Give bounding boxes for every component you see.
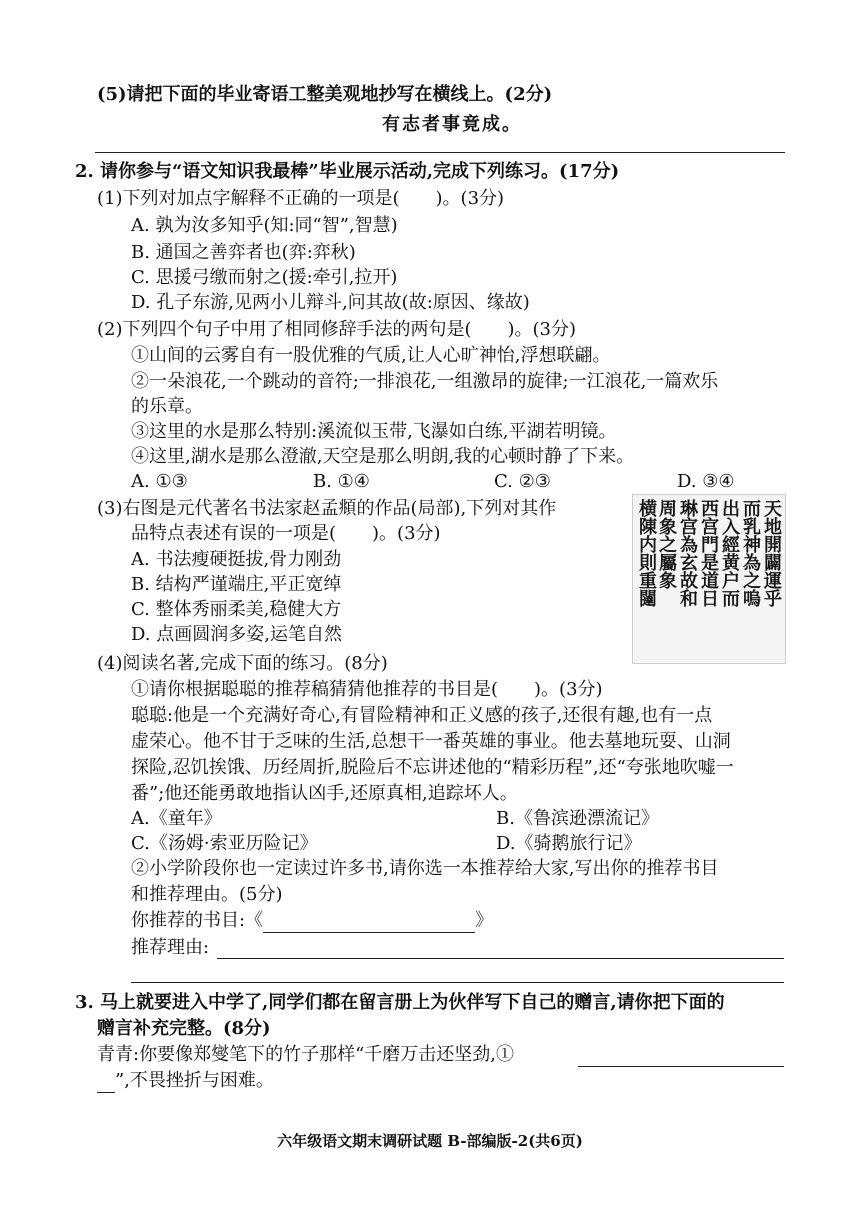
calligraphy-column: 西宫門是道日	[698, 499, 719, 607]
calligraphy-column: 横陳内則重闥	[636, 499, 657, 607]
calligraphy-image	[632, 494, 786, 664]
reason-label: 推荐理由:	[131, 937, 210, 958]
q2-2-sentence-1: ①山间的云雾自有一股优雅的气质,让人心旷神怡,浮想联翩。	[131, 345, 611, 366]
q2-2-choice-b: B. ①④	[313, 471, 370, 492]
q2-2-sentence-2a: ②一朵浪花,一个跳动的音符;一排浪花,一组激昂的旋律;一江浪花,一篇欢乐	[131, 371, 719, 392]
recommend-paragraph-line: 虚荣心。他不甘于乏味的生活,总想干一番英雄的事业。他去墓地玩耍、山洞	[131, 731, 731, 752]
q2-4-question-2a: ②小学阶段你也一定读过许多书,请你选一本推荐给大家,写出你的推荐书目	[131, 858, 719, 879]
q3-answer-blank[interactable]	[578, 1066, 784, 1067]
q2-3-stem-1: (3)右图是元代著名书法家赵孟頫的作品(局部),下列对其作	[97, 498, 557, 519]
q2-1-option-a: A. 孰为汝多知乎(知:同“智”,智慧)	[131, 215, 398, 236]
q2-4-question-1: ①请你根据聪聪的推荐稿猜猜他推荐的书目是( )。(3分)	[131, 679, 603, 700]
q2-3-option-a: A. 书法瘦硬挺拔,骨力刚劲	[131, 549, 342, 570]
book-option-c: C.《汤姆·索亚历险记》	[131, 833, 318, 854]
q2-2-choice-c: C. ②③	[494, 471, 551, 492]
recommend-paragraph-line: 探险,忍饥挨饿、历经周折,脱险后不忘讲述他的“精彩历程”,还“夸张地吹嘘一	[131, 757, 734, 778]
copy-answer-line[interactable]	[95, 152, 785, 153]
book-title-close: 》	[475, 910, 494, 931]
q2-title: 2. 请你参与“语文知识我最棒”毕业展示活动,完成下列练习。(17分)	[75, 161, 620, 182]
calligraphy-column: 琳宫為玄故和	[677, 499, 698, 607]
q2-1-option-d: D. 孔子东游,见两小儿辩斗,问其故(故:原因、缘故)	[131, 292, 530, 313]
q3-title-1: 3. 马上就要进入中学了,同学们都在留言册上为伙伴写下自己的赠言,请你把下面的	[75, 992, 725, 1013]
page-footer: 六年级语文期末调研试题 B-部编版-2(共6页)	[277, 1132, 583, 1150]
book-title-label: 你推荐的书目:《	[131, 910, 264, 931]
calligraphy-column: 而乳神為之嗚	[740, 499, 761, 607]
book-option-a: A.《童年》	[131, 808, 222, 829]
reason-blank-line[interactable]	[217, 958, 784, 959]
motto-text: 有志者事竟成。	[382, 114, 522, 135]
q2-2-stem: (2)下列四个句子中用了相同修辞手法的两句是( )。(3分)	[97, 319, 577, 340]
q2-1-stem: (1)下列对加点字解释不正确的一项是( )。(3分)	[97, 188, 505, 209]
book-option-d: D.《骑鹅旅行记》	[496, 833, 642, 854]
calligraphy-column: 周象之屬象	[656, 499, 677, 589]
q3-line-1: 青青:你要像郑燮笔下的竹子那样“千磨万击还坚劲,①	[97, 1044, 514, 1065]
recommend-paragraph-line: 番”;他还能勇敢地指认凶手,还原真相,追踪坏人。	[131, 783, 518, 804]
q3-line-2-text: ”,不畏挫折与困难。	[115, 1070, 274, 1091]
recommend-paragraph-line: 聪聪:他是一个充满好奇心,有冒险精神和正义感的孩子,还很有趣,也有一点	[131, 705, 713, 726]
reason-blank-line[interactable]	[131, 982, 784, 983]
q2-3-option-c: C. 整体秀丽柔美,稳健大方	[131, 599, 342, 620]
q3-line-2	[97, 1070, 274, 1093]
calligraphy-column: 天地開闢運乎	[761, 499, 782, 607]
q2-2-sentence-2b: 的乐章。	[131, 396, 203, 417]
q3-answer-blank-cont[interactable]	[97, 1070, 115, 1093]
q2-2-sentence-4: ④这里,湖水是那么澄澈,天空是那么明朗,我的心顿时静了下来。	[131, 446, 635, 467]
book-title-blank[interactable]	[263, 910, 475, 933]
q2-3-option-b: B. 结构严谨端庄,平正宽绰	[131, 574, 342, 595]
q2-2-choice-d: D. ③④	[677, 471, 735, 492]
q2-1-option-c: C. 思援弓缴而射之(援:牵引,拉开)	[131, 267, 398, 288]
q3-title-2: 赠言补充完整。(8分)	[97, 1018, 271, 1039]
calligraphy-column: 出入經黄户而	[719, 499, 740, 607]
q1-5-prompt: (5)请把下面的毕业寄语工整美观地抄写在横线上。(2分)	[97, 84, 553, 105]
q2-3-stem-2: 品特点表述有误的一项是( )。(3分)	[131, 523, 441, 544]
q2-2-sentence-3: ③这里的水是那么特别:溪流似玉带,飞瀑如白练,平湖若明镜。	[131, 421, 617, 442]
q2-4-stem: (4)阅读名著,完成下面的练习。(8分)	[97, 653, 388, 674]
book-title-row	[131, 910, 493, 933]
q2-1-option-b: B. 通国之善弈者也(弈:弈秋)	[131, 242, 356, 263]
q2-4-question-2b: 和推荐理由。(5分)	[131, 884, 283, 905]
q2-3-option-d: D. 点画圆润多姿,运笔自然	[131, 624, 342, 645]
book-option-b: B.《鲁滨逊漂流记》	[496, 808, 659, 829]
q2-2-choice-a: A. ①③	[131, 471, 188, 492]
